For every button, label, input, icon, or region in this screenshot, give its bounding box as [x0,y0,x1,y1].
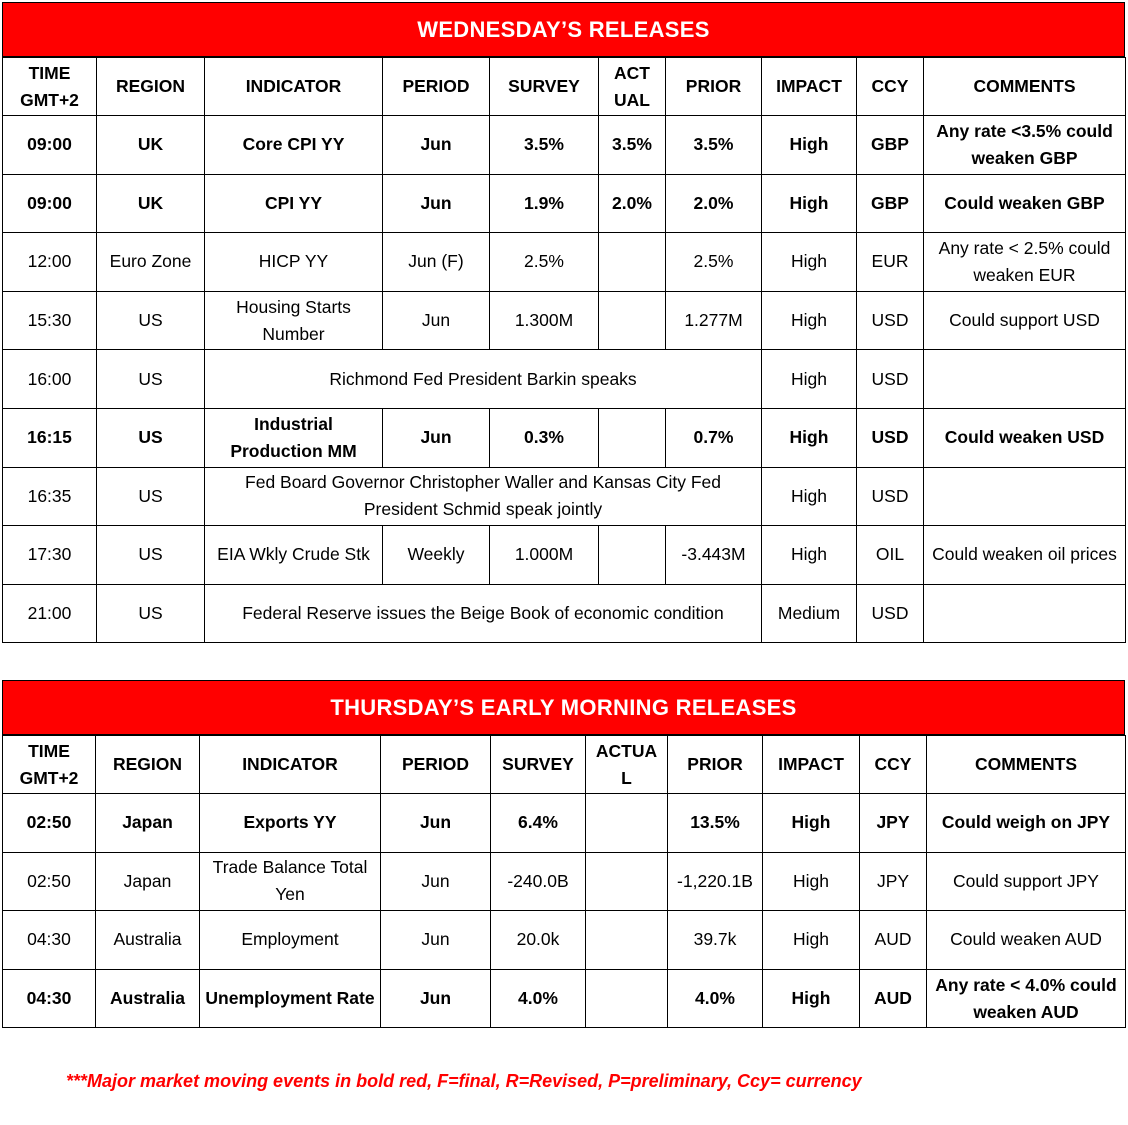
table-row [3,467,1126,526]
currency-cell: USD [857,291,924,350]
table-row [3,526,1126,585]
column-header-comments: COMMENTS [924,58,1126,116]
region-cell: US [97,408,205,467]
actual-cell: 3.5% [599,116,666,175]
region-cell: Japan [96,852,200,911]
comments-cell [924,350,1126,409]
comments-cell: Any rate <3.5% could weaken GBP [924,116,1126,175]
table-row [3,233,1126,292]
region-cell: US [97,467,205,526]
actual-cell [599,291,666,350]
table-row [3,350,1126,409]
region-cell: US [97,291,205,350]
period-cell: Jun [381,794,491,853]
region-cell: US [97,584,205,643]
footer-note: ***Major market moving events in bold red, F=final, R=Revised, P=preliminary, Ccy= currency [66,1071,862,1091]
table-row [3,116,1126,175]
region-cell: US [97,350,205,409]
time-cell: 16:15 [3,408,97,467]
currency-cell: OIL [857,526,924,585]
column-header-comments: COMMENTS [927,736,1126,794]
impact-cell: High [762,291,857,350]
wednesday-title: WEDNESDAY’S RELEASES [2,2,1125,57]
region-cell: Australia [96,911,200,970]
thursday-table [2,735,1126,1028]
column-header-survey: SURVEY [490,58,599,116]
comments-cell: Could weaken USD [924,408,1126,467]
period-cell: Jun (F) [383,233,490,292]
table-row [3,852,1126,911]
period-cell: Jun [383,291,490,350]
prior-cell: 4.0% [668,969,763,1028]
region-cell: UK [97,116,205,175]
currency-cell: EUR [857,233,924,292]
column-header-prior: PRIOR [666,58,762,116]
survey-cell: 4.0% [491,969,586,1028]
time-cell: 04:30 [3,969,96,1028]
survey-cell: 1.300M [490,291,599,350]
wednesday-header-row [3,58,1126,116]
time-cell: 17:30 [3,526,97,585]
column-header-period: PERIOD [383,58,490,116]
impact-cell: High [763,969,860,1028]
currency-cell: USD [857,584,924,643]
comments-cell: Could weaken AUD [927,911,1126,970]
thursday-header-row [3,736,1126,794]
column-header-indicator: INDICATOR [200,736,381,794]
actual-cell [599,408,666,467]
indicator-cell: HICP YY [205,233,383,292]
indicator-cell: Core CPI YY [205,116,383,175]
currency-cell: JPY [860,794,927,853]
indicator-cell: Industrial Production MM [205,408,383,467]
comments-cell [924,467,1126,526]
comments-cell: Could weigh on JPY [927,794,1126,853]
period-cell: Weekly [383,526,490,585]
thursday-title: THURSDAY’S EARLY MORNING RELEASES [2,680,1125,735]
comments-cell: Any rate < 2.5% could weaken EUR [924,233,1126,292]
period-cell: Jun [383,174,490,233]
region-cell: US [97,526,205,585]
impact-cell: High [762,350,857,409]
column-header-act-ual: ACT UAL [599,58,666,116]
table-row [3,408,1126,467]
time-cell: 21:00 [3,584,97,643]
comments-cell: Could support JPY [927,852,1126,911]
comments-cell: Could weaken GBP [924,174,1126,233]
survey-cell: 2.5% [490,233,599,292]
survey-cell: 0.3% [490,408,599,467]
survey-cell: 6.4% [491,794,586,853]
currency-cell: USD [857,350,924,409]
period-cell: Jun [383,408,490,467]
survey-cell: 1.000M [490,526,599,585]
time-cell: 02:50 [3,852,96,911]
comments-cell: Any rate < 4.0% could weaken AUD [927,969,1126,1028]
actual-cell [599,526,666,585]
time-cell: 04:30 [3,911,96,970]
column-header-survey: SURVEY [491,736,586,794]
time-cell: 16:00 [3,350,97,409]
indicator-cell: Housing Starts Number [205,291,383,350]
period-cell: Jun [381,852,491,911]
table-row [3,584,1126,643]
impact-cell: High [762,116,857,175]
impact-cell: High [763,852,860,911]
impact-cell: High [762,526,857,585]
column-header-time-gmt-2: TIME GMT+2 [3,736,96,794]
table-row [3,911,1126,970]
survey-cell: 20.0k [491,911,586,970]
period-cell: Jun [381,911,491,970]
prior-cell: -3.443M [666,526,762,585]
prior-cell: 2.5% [666,233,762,292]
currency-cell: JPY [860,852,927,911]
column-header-ccy: CCY [860,736,927,794]
table-row [3,291,1126,350]
wednesday-table [2,57,1126,643]
period-cell: Jun [383,116,490,175]
column-header-impact: IMPACT [762,58,857,116]
prior-cell: 1.277M [666,291,762,350]
column-header-indicator: INDICATOR [205,58,383,116]
column-header-ccy: CCY [857,58,924,116]
currency-cell: USD [857,467,924,526]
time-cell: 09:00 [3,174,97,233]
column-header-time-gmt-2: TIME GMT+2 [3,58,97,116]
actual-cell [586,794,668,853]
impact-cell: High [763,911,860,970]
region-cell: Australia [96,969,200,1028]
table-row [3,969,1126,1028]
impact-cell: Medium [762,584,857,643]
indicator-cell: Employment [200,911,381,970]
impact-cell: High [763,794,860,853]
survey-cell: -240.0B [491,852,586,911]
indicator-cell: CPI YY [205,174,383,233]
survey-cell: 1.9% [490,174,599,233]
region-cell: Euro Zone [97,233,205,292]
actual-cell [586,969,668,1028]
time-cell: 16:35 [3,467,97,526]
comments-cell [924,584,1126,643]
column-header-region: REGION [96,736,200,794]
time-cell: 02:50 [3,794,96,853]
survey-cell: 3.5% [490,116,599,175]
event-cell: Richmond Fed President Barkin speaks [205,350,762,409]
actual-cell [586,911,668,970]
period-cell: Jun [381,969,491,1028]
region-cell: UK [97,174,205,233]
time-cell: 15:30 [3,291,97,350]
prior-cell: 39.7k [668,911,763,970]
thursday-section [2,680,1125,1028]
table-row [3,794,1126,853]
event-cell: Fed Board Governor Christopher Waller and Kansas City Fed President Schmid speak jointly [205,467,762,526]
currency-cell: USD [857,408,924,467]
actual-cell [586,852,668,911]
prior-cell: -1,220.1B [668,852,763,911]
region-cell: Japan [96,794,200,853]
currency-cell: GBP [857,116,924,175]
impact-cell: High [762,233,857,292]
indicator-cell: Unemployment Rate [200,969,381,1028]
prior-cell: 0.7% [666,408,762,467]
currency-cell: GBP [857,174,924,233]
impact-cell: High [762,467,857,526]
prior-cell: 3.5% [666,116,762,175]
time-cell: 09:00 [3,116,97,175]
currency-cell: AUD [860,969,927,1028]
column-header-prior: PRIOR [668,736,763,794]
prior-cell: 13.5% [668,794,763,853]
comments-cell: Could weaken oil prices [924,526,1126,585]
column-header-period: PERIOD [381,736,491,794]
column-header-impact: IMPACT [763,736,860,794]
indicator-cell: Trade Balance Total Yen [200,852,381,911]
currency-cell: AUD [860,911,927,970]
indicator-cell: EIA Wkly Crude Stk [205,526,383,585]
time-cell: 12:00 [3,233,97,292]
prior-cell: 2.0% [666,174,762,233]
column-header-actua-l: ACTUA L [586,736,668,794]
actual-cell [599,233,666,292]
column-header-region: REGION [97,58,205,116]
event-cell: Federal Reserve issues the Beige Book of economic condition [205,584,762,643]
table-row [3,174,1126,233]
impact-cell: High [762,408,857,467]
actual-cell: 2.0% [599,174,666,233]
wednesday-section [2,2,1125,643]
comments-cell: Could support USD [924,291,1126,350]
impact-cell: High [762,174,857,233]
indicator-cell: Exports YY [200,794,381,853]
